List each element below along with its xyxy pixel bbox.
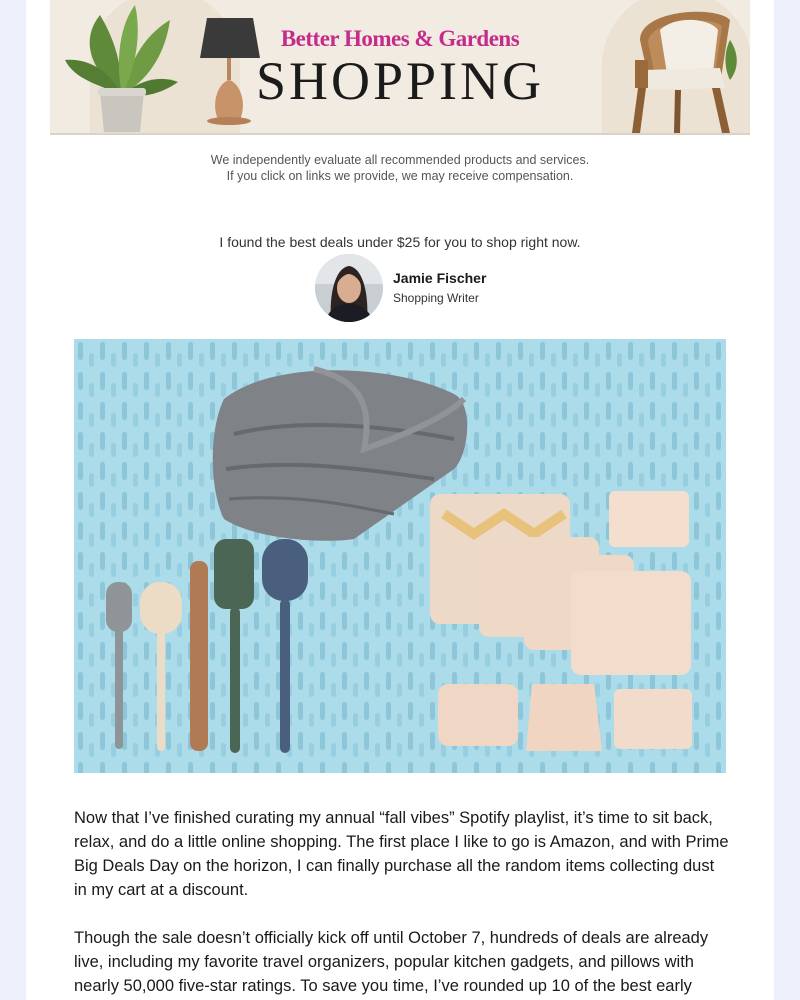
disclaimer-line-2: If you click on links we provide, we may receive compensation. [226, 169, 574, 183]
brand-logo: Better Homes & Gardens [280, 26, 520, 51]
intro-text: I found the best deals under $25 for you to shop right now. [219, 234, 581, 250]
article-paragraph-2: Though the sale doesn’t officially kick off until October 7, hundreds of deals are already live, including my favorite travel organizers, popular kitchen gadgets, and pillows with nearly 50,000 five-star ratings. To save you time, I’ve rounded up 10 of the best early [74, 929, 709, 995]
hero-product-image[interactable] [74, 339, 726, 773]
section-title: SHOPPING [255, 51, 545, 111]
disclaimer-line-1: We independently evaluate all recommended products and services. [210, 153, 590, 167]
author-name[interactable]: Jamie Fischer [393, 270, 487, 286]
article-paragraph-1: Now that I’ve finished curating my annual “fall vibes” Spotify playlist, it’s time to sit back, relax, and do a little online shopping. The first place I like to go is Amazon, and with Prime Big Deals Day on the horizon, I can finally purchase all the random items collecting dust in my cart at a discount. [74, 809, 729, 899]
author-byline[interactable] [315, 254, 515, 324]
wicker-chair-illustration [580, 0, 750, 133]
avatar [315, 254, 383, 322]
author-role: Shopping Writer [393, 291, 479, 305]
email-page [26, 0, 774, 1000]
header-banner[interactable] [50, 0, 750, 135]
affiliate-disclaimer [26, 152, 774, 184]
hero-illustration [74, 339, 726, 773]
packing-cubes [430, 491, 692, 751]
